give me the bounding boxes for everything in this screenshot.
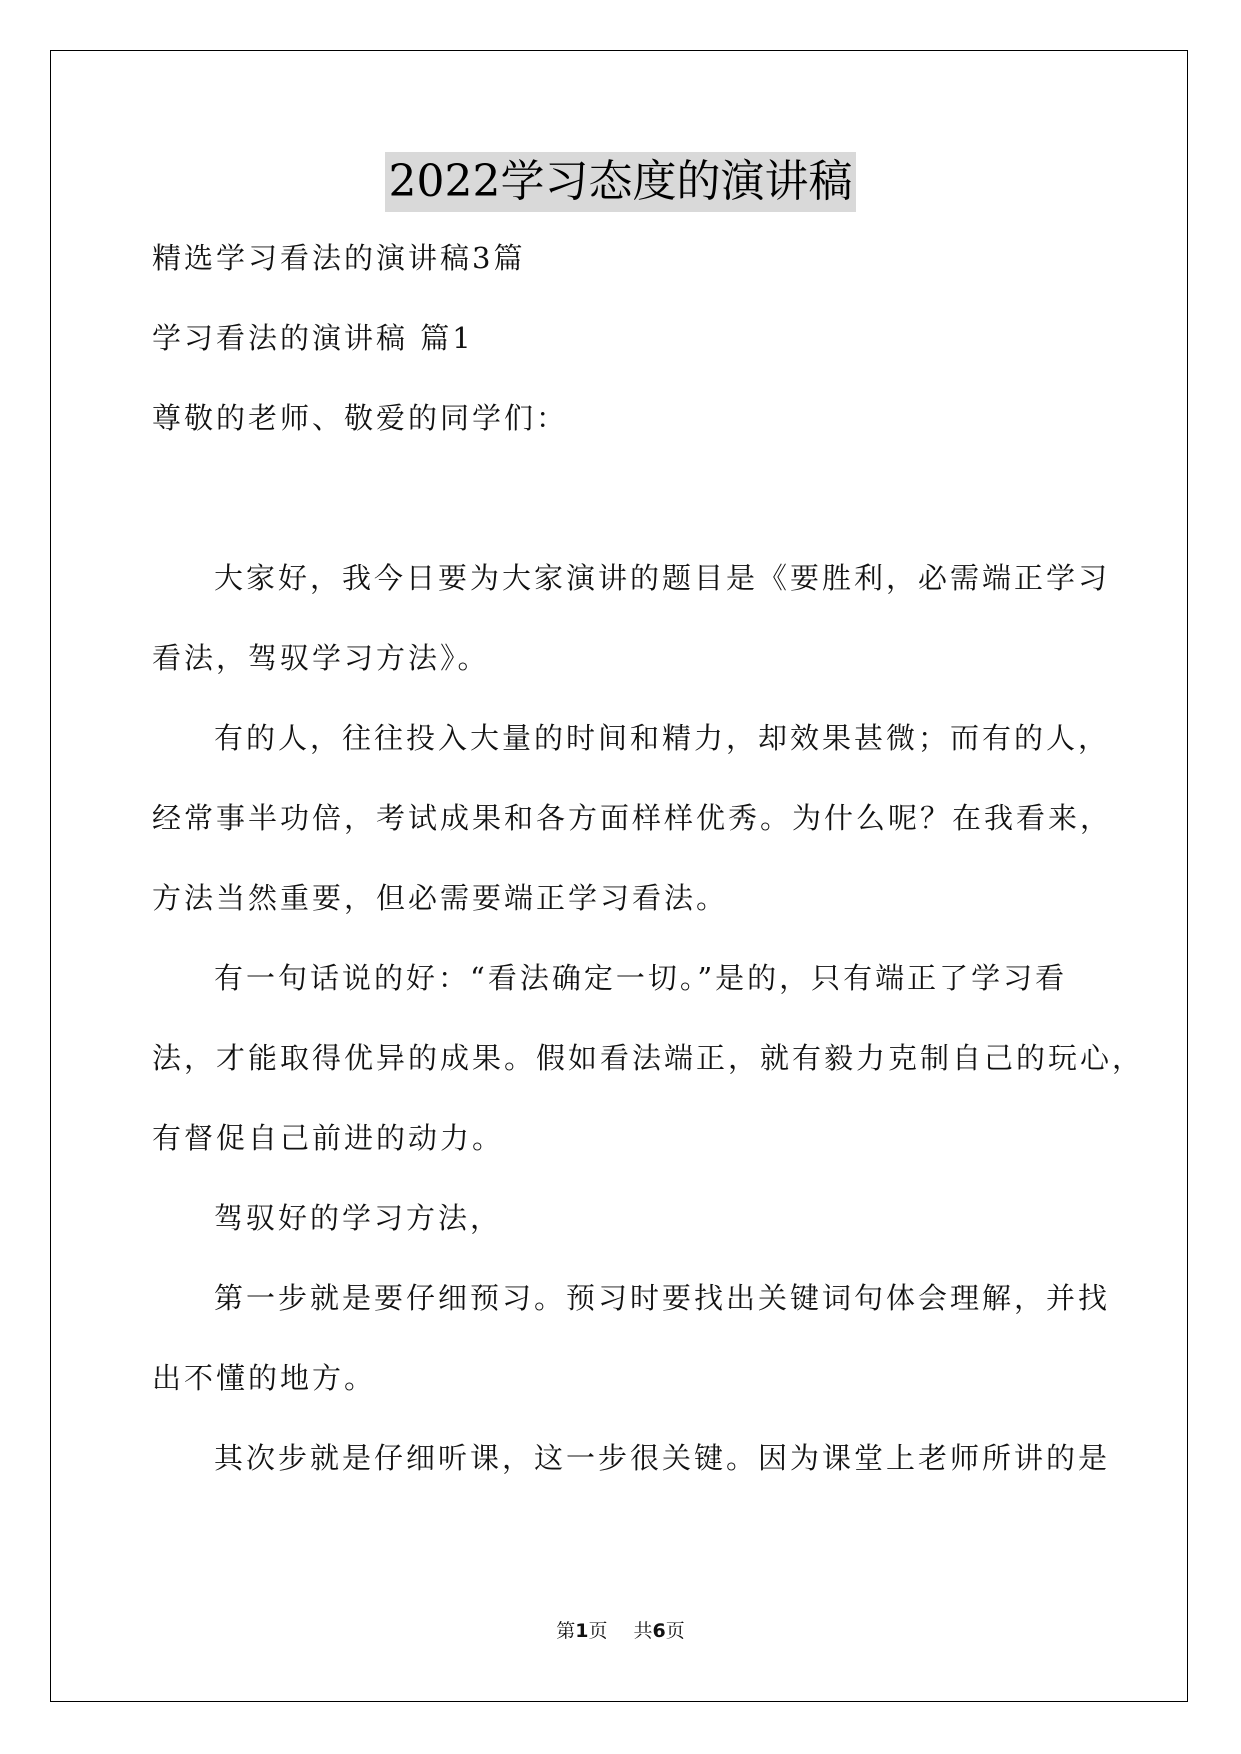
body-line: 其次步就是仔细听课，这一步很关键。因为课堂上老师所讲的是 [214, 1441, 1111, 1475]
subtitle: 精选学习看法的演讲稿3篇 [152, 241, 526, 275]
body-line: 方法当然重要，但必需要端正学习看法。 [152, 881, 729, 915]
total-pages: 6 [652, 1620, 666, 1642]
total-suffix: 页 [665, 1620, 685, 1642]
page-prefix: 第 [556, 1620, 576, 1642]
body-line: 大家好，我今日要为大家演讲的题目是《要胜利，必需端正学习 [214, 561, 1111, 595]
total-prefix: 共 [633, 1620, 653, 1642]
page-footer [0, 1616, 1241, 1643]
body-line: 有的人，往往投入大量的时间和精力，却效果甚微；而有的人， [214, 721, 1111, 755]
section-heading: 学习看法的演讲稿 篇1 [152, 321, 474, 355]
body-line: 第一步就是要仔细预习。预习时要找出关键词句体会理解，并找 [214, 1281, 1111, 1315]
body-line: 有督促自己前进的动力。 [152, 1121, 505, 1155]
salutation: 尊敬的老师、敬爱的同学们： [152, 401, 569, 435]
body-line: 法，才能取得优异的成果。假如看法端正，就有毅力克制自己的玩心， [152, 1041, 1145, 1075]
page-number: 1 [575, 1620, 589, 1642]
document-title: 2022学习态度的演讲稿 [385, 152, 857, 212]
body-line: 驾驭好的学习方法， [214, 1201, 503, 1235]
body-line: 经常事半功倍，考试成果和各方面样样优秀。为什么呢？在我看来， [152, 801, 1113, 835]
body-line: 有一句话说的好：“看法确定一切。”是的，只有端正了学习看 [214, 961, 1068, 995]
page-suffix: 页 [588, 1620, 608, 1642]
body-line: 出不懂的地方。 [152, 1361, 377, 1395]
title-container [0, 152, 1241, 212]
body-line: 看法，驾驭学习方法》。 [152, 641, 490, 675]
